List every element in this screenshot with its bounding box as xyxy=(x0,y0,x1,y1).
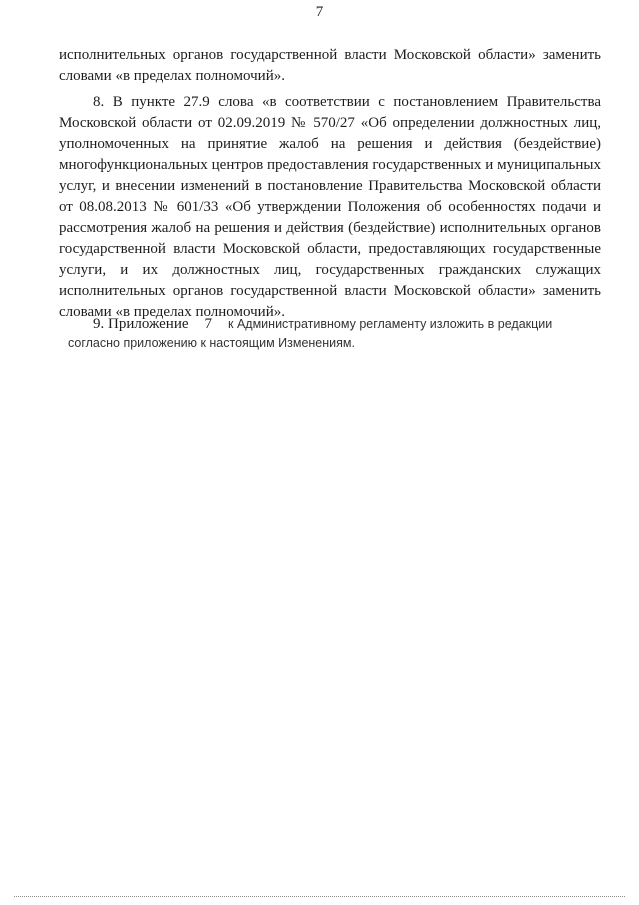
text-line: исполнительных органов государственной власти Московской области» заменить xyxy=(59,283,601,299)
text-line: государственной власти Московской области, предоставляющих государственные xyxy=(59,241,601,257)
text-line: словами «в пределах полномочий». xyxy=(59,68,285,84)
text-line: 8. В пункте 27.9 слова «в соответствии с постановлением Правительства xyxy=(93,94,601,110)
bottom-rule xyxy=(14,896,625,897)
text-line: Московской области от 02.09.2019 № 570/27 «Об определении должностных лиц, xyxy=(59,115,601,131)
item9-line xyxy=(93,314,601,335)
text-line: уполномоченных на принятие жалоб на решения и действия (бездействие) xyxy=(59,136,601,152)
text-line: словами «в пределах полномочий». xyxy=(59,304,285,320)
item9-typed-line2: согласно приложению к настоящим Изменениям. xyxy=(68,336,355,350)
text-line: услуги, и их должностных лиц, государственных гражданских служащих xyxy=(59,262,601,278)
text-line: многофункциональных центров предоставления государственных и муниципальных xyxy=(59,157,601,173)
item9-number: 7 xyxy=(204,316,213,332)
text-line: исполнительных органов государственной власти Московской области» заменить xyxy=(59,47,601,63)
item9-typed-text: к Административному регламенту изложить в редакции xyxy=(228,317,553,331)
page-number: 7 xyxy=(315,4,324,20)
text-line: рассмотрения жалоб на решения и действия (бездействие) исполнительных органов xyxy=(59,220,601,236)
text-line: услуг, и внесении изменений в постановление Правительства Московской области xyxy=(59,178,601,194)
text-line: от 08.08.2013 № 601/33 «Об утверждении Положения об особенностях подачи и xyxy=(59,199,601,215)
item9-label: 9. Приложение xyxy=(93,316,189,332)
